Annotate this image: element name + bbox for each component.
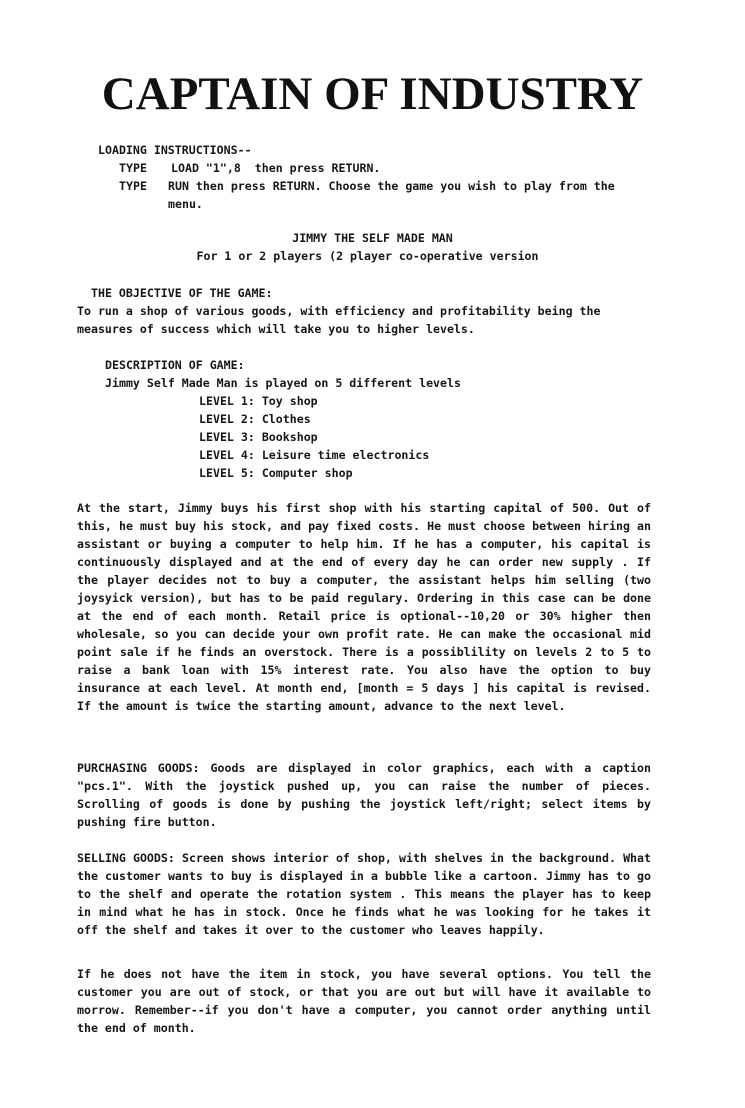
loading-heading: LOADING INSTRUCTIONS-- — [98, 143, 252, 157]
page-title: CAPTAIN OF INDUSTRY — [101, 68, 644, 120]
purchasing-paragraph: PURCHASING GOODS: Goods are displayed in color graphics, each with a caption "pcs.1". With the joystick pushed up, you can raise the number of pieces. Scrolling of goods is done by pushing the joystick left/right; select items by pushing fire button. — [77, 761, 651, 829]
game-name: JIMMY THE SELF MADE MAN — [292, 231, 453, 245]
description-heading: DESCRIPTION OF GAME: — [105, 358, 245, 372]
gameplay-paragraph: At the start, Jimmy buys his first shop with his starting capital of 500. Out of this, he must buy his stock, and pay fixed costs. He must choose between hiring an assistant or buying a computer to help him. If he has a computer, his capital is continuously displayed and at the end of every day he can order new supply . If the player decides not to buy a computer, the assistant helps him selling (two joysyick version), but has to be paid regulary. Ordering in this case can be done at the end of each month. Retail price is optional--10,20 or 30% higher then wholesale, so you can decide your own profit rate. He can make the occasional mid point sale if he finds an overstock. There is a possiblility on levels 2 to 5 to raise a bank loan with 15% interest rate. You also have the option to buy insurance at each level. At month end, [month = 5 days ] his capital is revised. If the amount is twice the starting amount, advance to the next level. — [77, 501, 651, 713]
type-instruction-1: LOAD "1",8 then press RETURN. — [171, 161, 381, 175]
type-label-2: TYPE — [119, 179, 147, 193]
level-item: LEVEL 4: Leisure time electronics — [199, 448, 430, 462]
objective-line-2: measures of success which will take you to higher levels. — [77, 322, 475, 336]
out-of-stock-paragraph: If he does not have the item in stock, you have several options. You tell the customer you are out of stock, or that you are out but will have it available to morrow. Remember--if you don't have a computer, you cannot order anything until the end of month. — [77, 967, 651, 1035]
selling-paragraph: SELLING GOODS: Screen shows interior of shop, with shelves in the background. What the customer wants to buy is displayed in a bubble like a cartoon. Jimmy has to go to the shelf and operate the rotation system . This means the player has to keep in mind what he has in stock. Once he finds what he was looking for he takes it off the shelf and takes it over to the customer who leaves happily. — [77, 851, 651, 937]
level-item: LEVEL 5: Computer shop — [199, 466, 353, 480]
level-item: LEVEL 2: Clothes — [199, 412, 311, 426]
objective-line-1: To run a shop of various goods, with efficiency and profitability being the — [77, 304, 601, 318]
level-item: LEVEL 1: Toy shop — [199, 394, 318, 408]
type-label-1: TYPE — [119, 161, 147, 175]
level-item: LEVEL 3: Bookshop — [199, 430, 318, 444]
game-players: For 1 or 2 players (2 player co-operative version — [196, 249, 539, 263]
type-instruction-2-cont: menu. — [168, 197, 203, 211]
description-intro: Jimmy Self Made Man is played on 5 different levels — [105, 376, 461, 390]
type-instruction-2: RUN then press RETURN. Choose the game you wish to play from the — [168, 179, 615, 193]
objective-heading: THE OBJECTIVE OF THE GAME: — [91, 286, 273, 300]
